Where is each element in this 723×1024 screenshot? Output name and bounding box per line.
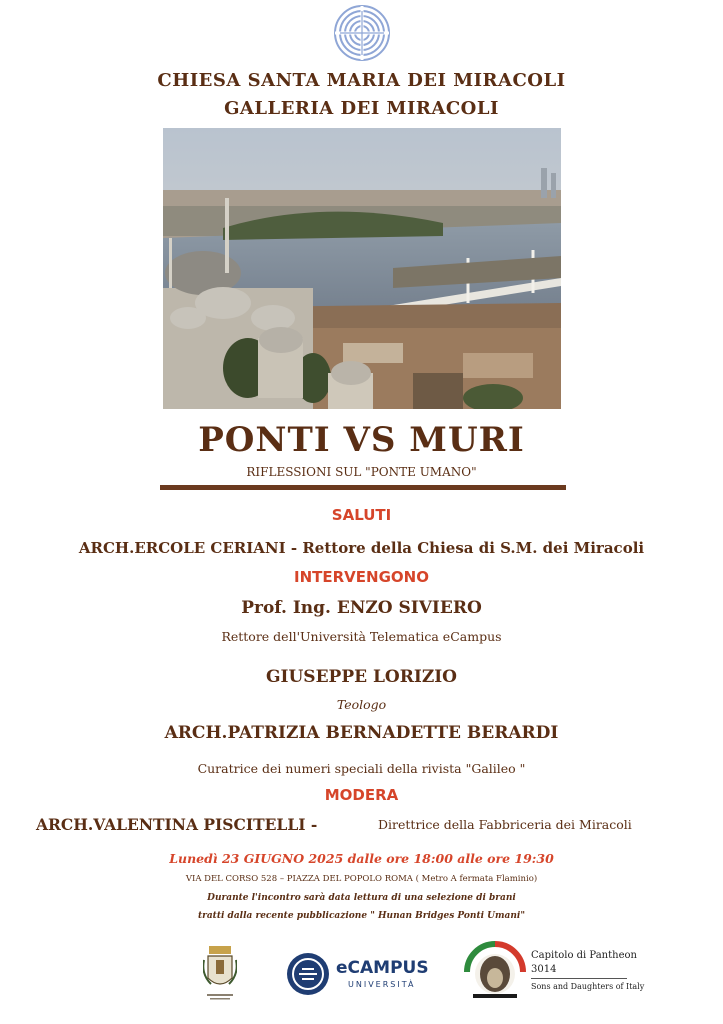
speaker1-name: Prof. Ing. ENZO SIVIERO [241, 598, 482, 618]
speaker3-name: ARCH.PATRIZIA BERNADETTE BERARDI [164, 723, 559, 743]
ecampus-emblem-icon [286, 952, 330, 996]
pantheon-divider [531, 978, 627, 979]
speaker2-role: Teologo [336, 697, 387, 712]
section-saluti: SALUTI [331, 506, 392, 524]
speaker1-role: Rettore dell'Università Telematica eCampus [221, 629, 502, 644]
main-title: PONTI VS MURI [198, 420, 525, 460]
event-address: VIA DEL CORSO 528 – PIAZZA DEL POPOLO ROMA ( Metro A fermata Flaminio) [185, 874, 538, 884]
event-note-2: tratti dalla recente pubblicazione " Hunan Bridges Ponti Umani" [197, 911, 526, 921]
event-note-1: Durante l'incontro sarà data lettura di una selezione di brani [207, 893, 516, 903]
church-crest-logo [203, 944, 237, 1002]
header-line1: CHIESA SANTA MARIA DEI MIRACOLI [157, 70, 566, 91]
ecampus-logo [286, 950, 436, 998]
ecampus-main-text: eCAMPUS [336, 958, 429, 978]
title-divider [160, 485, 566, 490]
moderator-name: ARCH.VALENTINA PISCITELLI - [36, 815, 318, 834]
lion-emblem-icon [463, 940, 527, 1004]
speaker3-role: Curatrice dei numeri speciali della rivista "Galileo " [197, 761, 526, 776]
event-date: Lunedì 23 GIUGNO 2025 dalle ore 18:00 alle ore 19:30 [169, 851, 554, 866]
section-modera: MODERA [324, 786, 399, 804]
section-intervengono: INTERVENGONO [294, 568, 429, 586]
pantheon-title: Capitolo di Pantheon [531, 950, 637, 961]
pantheon-subtitle: Sons and Daughters of Italy [531, 982, 645, 991]
city-bridge-photo [163, 128, 561, 409]
labyrinth-logo [333, 4, 391, 62]
pantheon-logo [463, 940, 645, 1004]
pantheon-number: 3014 [531, 964, 557, 975]
moderator-role: Direttrice della Fabbriceria dei Miracoli [378, 817, 632, 832]
labyrinth-icon [333, 4, 391, 62]
subtitle: RIFLESSIONI SUL "PONTE UMANO" [246, 465, 477, 479]
crest-icon [203, 944, 237, 1002]
host-line: ARCH.ERCOLE CERIANI - Rettore della Chiesa di S.M. dei Miracoli [78, 539, 645, 557]
ecampus-sub-text: UNIVERSITÀ [348, 980, 416, 989]
speaker2-name: GIUSEPPE LORIZIO [266, 667, 457, 687]
header-line2: GALLERIA DEI MIRACOLI [224, 98, 499, 119]
